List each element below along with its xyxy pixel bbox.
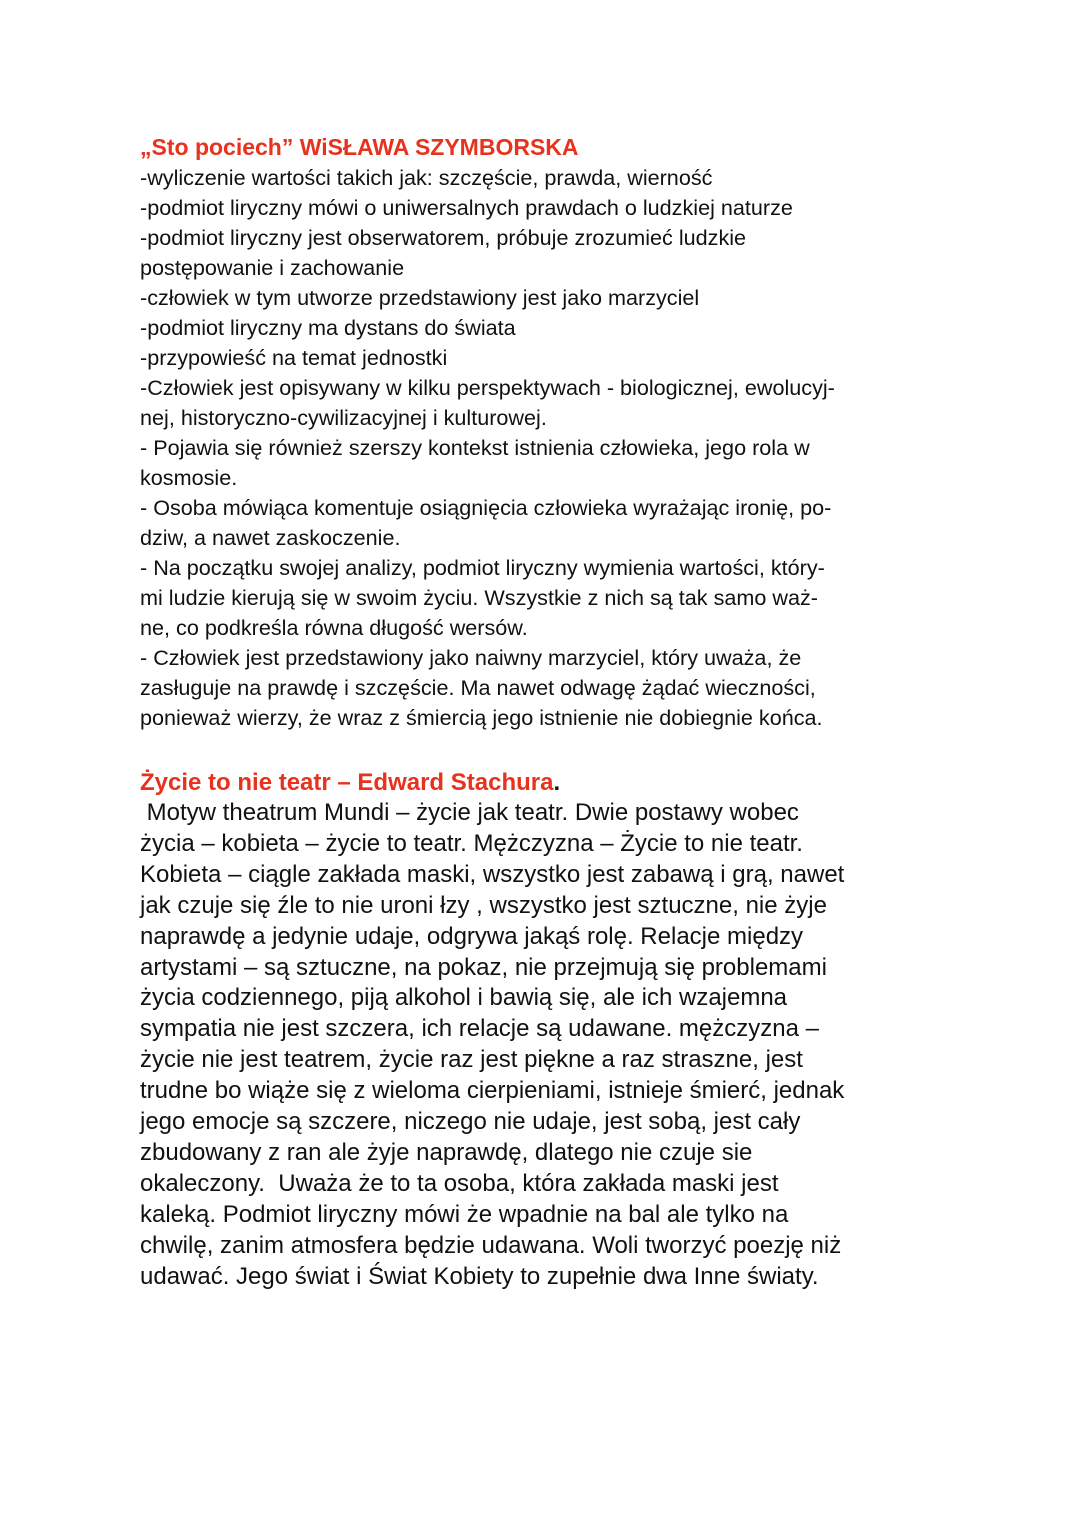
text-line: okaleczony. Uważa że to ta osoba, która zakłada maski jest (140, 1169, 779, 1197)
text-line: kaleką. Podmiot liryczny mówi że wpadnie na bal ale tylko na (140, 1200, 789, 1228)
section-title-text: Życie to nie teatr – Edward Stachura (140, 769, 554, 796)
section-title-sto-pociech: „Sto pociech” WiSŁAWA SZYMBORSKA (140, 134, 579, 160)
section-title-period: . (553, 769, 561, 796)
text-line: udawać. Jego świat i Świat Kobiety to zupełnie dwa Inne światy. (140, 1262, 819, 1290)
text-line: zasługuje na prawdę i szczęście. Ma nawet odwagę żądać wieczności, (140, 675, 816, 700)
text-line: życia – kobieta – życie to teatr. Mężczyzna – Życie to nie teatr. (140, 829, 803, 857)
text-line: dziw, a nawet zaskoczenie. (140, 525, 401, 550)
text-line: jego emocje są szczere, niczego nie udaje, jest sobą, jest cały (140, 1108, 801, 1136)
text-line: Motyw theatrum Mundi – życie jak teatr. Dwie postawy wobec (140, 799, 799, 826)
text-line: -wyliczenie wartości takich jak: szczęście, prawda, wierność (140, 165, 713, 190)
text-line: - Człowiek jest przedstawiony jako naiwny marzyciel, który uważa, że (140, 645, 802, 670)
text-line: -podmiot liryczny ma dystans do świata (140, 315, 516, 340)
text-line: -człowiek w tym utworze przedstawiony jest jako marzyciel (140, 285, 700, 310)
section-spacer (140, 733, 950, 767)
text-line: Kobieta – ciągle zakłada maski, wszystko jest zabawą i grą, nawet (140, 860, 845, 888)
section-body-sto-pociech (140, 163, 950, 733)
text-line: sympatia nie jest szczera, ich relacje są udawane. mężczyzna – (140, 1015, 819, 1043)
text-line: zbudowany z ran ale żyje naprawdę, dlatego nie czuje sie (140, 1138, 753, 1166)
document-page (140, 131, 950, 1293)
text-line: ne, co podkreśla równa długość wersów. (140, 615, 528, 640)
text-line: -podmiot liryczny jest obserwatorem, próbuje zrozumieć ludzkie (140, 225, 747, 250)
text-line: nej, historyczno-cywilizacyjnej i kulturowej. (140, 405, 547, 430)
text-line: życia codziennego, piją alkohol i bawią się, ale ich wzajemna (140, 984, 788, 1012)
text-line: -podmiot liryczny mówi o uniwersalnych prawdach o ludzkiej naturze (140, 195, 793, 220)
text-line: trudne bo wiąże się z wieloma cierpieniami, istnieje śmierć, jednak (140, 1077, 845, 1105)
text-line: - Osoba mówiąca komentuje osiągnięcia człowieka wyrażając ironię, po- (140, 495, 832, 520)
text-line: - Pojawia się również szerszy kontekst istnienia człowieka, jego rola w (140, 435, 810, 460)
text-line: -Człowiek jest opisywany w kilku perspektywach - biologicznej, ewolucyj- (140, 375, 835, 400)
text-line: naprawdę a jedynie udaje, odgrywa jakąś rolę. Relacje między (140, 922, 804, 950)
text-line: ponieważ wierzy, że wraz z śmiercią jego istnienie nie dobiegnie końca. (140, 705, 823, 730)
text-line: jak czuje się źle to nie uroni łzy , wszystko jest sztuczne, nie żyje (140, 891, 827, 919)
text-line: artystami – są sztuczne, na pokaz, nie przejmują się problemami (140, 953, 827, 981)
text-line: kosmosie. (140, 465, 238, 490)
section-body-zycie-to-nie-teatr (140, 798, 950, 1293)
text-line: - Na początku swojej analizy, podmiot liryczny wymienia wartości, który- (140, 555, 825, 580)
text-line: życie nie jest teatrem, życie raz jest piękne a raz straszne, jest (140, 1046, 803, 1074)
text-line: postępowanie i zachowanie (140, 255, 405, 280)
section-title-zycie-to-nie-teatr (140, 767, 950, 798)
text-line: chwilę, zanim atmosfera będzie udawana. Woli tworzyć poezję niż (140, 1231, 842, 1259)
text-line: -przypowieść na temat jednostki (140, 345, 448, 370)
text-line: mi ludzie kierują się w swoim życiu. Wszystkie z nich są tak samo waż- (140, 585, 818, 610)
